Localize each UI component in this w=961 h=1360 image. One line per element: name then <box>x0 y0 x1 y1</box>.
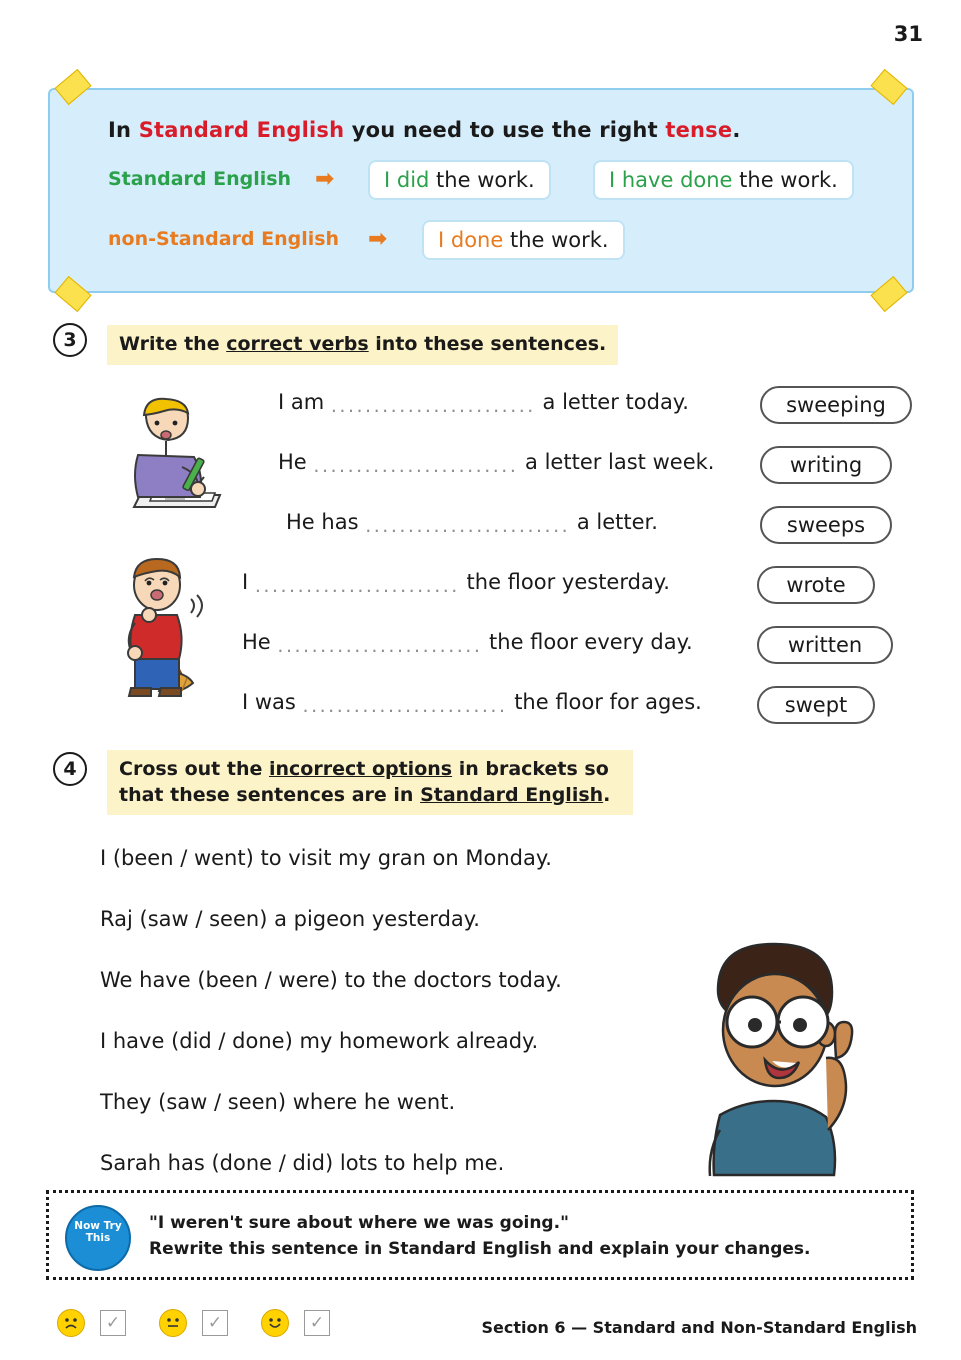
banner-headline <box>108 118 741 142</box>
chip-verb: I did <box>384 168 430 192</box>
now-try-this-badge <box>65 1205 131 1271</box>
tape-icon <box>870 276 907 312</box>
info-banner <box>48 88 914 293</box>
banner-headline-mid: you need to use the right <box>344 118 666 142</box>
word-bank-wrote[interactable]: wrote <box>757 566 875 604</box>
q3-sentence-2-after: a letter last week. <box>525 450 715 474</box>
banner-headline-end: . <box>732 118 741 142</box>
banner-chip-i-have-done <box>593 160 854 200</box>
q3-sentence-1 <box>278 390 689 417</box>
word-bank-sweeps[interactable]: sweeps <box>760 506 892 544</box>
banner-headline-pre: In <box>108 118 139 142</box>
q3-sentence-1-after: a letter today. <box>542 390 689 414</box>
q4-sentence-4[interactable]: I have (did / done) my homework already. <box>100 1029 539 1053</box>
badge-line-2: This <box>85 1232 111 1245</box>
page-number: 31 <box>893 22 923 46</box>
banner-headline-tense: tense <box>665 118 733 142</box>
q4-sentence-1[interactable]: I (been / went) to visit my gran on Monday. <box>100 846 552 870</box>
q4-sentence-6[interactable]: Sarah has (done / did) lots to help me. <box>100 1151 505 1175</box>
chip-rest: the work. <box>503 228 609 252</box>
now-try-this-line-1: "I weren't sure about where we was going." <box>149 1213 569 1233</box>
question-3-number: 3 <box>53 323 87 357</box>
q3-sentence-4-before: I <box>242 570 249 594</box>
banner-row2-label: non-Standard English <box>108 228 340 250</box>
chip-rest: the work. <box>429 168 535 192</box>
badge-line-1: Now Try <box>74 1220 122 1232</box>
q3-answer-blank-3[interactable]: ........................ <box>365 515 571 537</box>
banner-row1-label: Standard English <box>108 168 292 190</box>
q4-instruction-pre: Cross out the <box>119 758 269 780</box>
banner-headline-standard-english: Standard English <box>138 118 345 142</box>
chip-verb: I have done <box>609 168 733 192</box>
q3-sentence-2 <box>278 450 715 477</box>
smiley-neutral-icon <box>159 1309 187 1337</box>
q3-sentence-3 <box>286 510 658 537</box>
word-bank-writing[interactable]: writing <box>760 446 892 484</box>
question-3-instruction <box>107 325 618 365</box>
smiley-sad-icon <box>57 1309 85 1337</box>
now-try-this-box <box>46 1190 914 1280</box>
q3-sentence-2-before: He <box>278 450 307 474</box>
q3-sentence-4 <box>242 570 670 597</box>
tick-box-2[interactable]: ✓ <box>202 1310 228 1336</box>
q4-instruction-line2-post: . <box>603 783 611 806</box>
q3-instruction-post: into these sentences. <box>368 333 607 355</box>
q3-instruction-pre: Write the <box>119 333 227 355</box>
q4-sentence-2[interactable]: Raj (saw / seen) a pigeon yesterday. <box>100 907 480 931</box>
now-try-this-line-2: Rewrite this sentence in Standard English and explain your changes. <box>149 1238 811 1259</box>
arrow-right-icon: ➡ <box>368 226 388 252</box>
q3-sentence-1-before: I am <box>278 390 325 414</box>
q3-sentence-3-after: a letter. <box>576 510 658 534</box>
chip-verb: I done <box>438 228 504 252</box>
boy-writing-illustration <box>120 395 230 510</box>
arrow-right-icon: ➡ <box>315 166 335 192</box>
q3-sentence-4-after: the floor yesterday. <box>466 570 670 594</box>
q3-sentence-6-after: the floor for ages. <box>514 690 702 714</box>
q4-instruction-line2-pre: that these sentences are in <box>119 783 421 806</box>
question-4-instruction <box>107 750 633 815</box>
q3-sentence-5-before: He <box>242 630 271 654</box>
banner-chip-i-done <box>422 220 625 260</box>
chip-rest: the work. <box>732 168 838 192</box>
tape-icon <box>54 276 91 312</box>
banner-chip-i-did <box>368 160 551 200</box>
question-4-number: 4 <box>53 752 87 786</box>
q4-instruction-underlined-1: incorrect options <box>269 758 453 780</box>
boy-pointing-illustration <box>660 930 880 1180</box>
word-bank-sweeping[interactable]: sweeping <box>760 386 912 424</box>
now-try-this-text <box>149 1211 811 1262</box>
tape-icon <box>54 69 91 105</box>
smiley-happy-icon <box>261 1309 289 1337</box>
q3-sentence-5 <box>242 630 693 657</box>
q3-answer-blank-5[interactable]: ........................ <box>277 635 483 657</box>
q4-sentence-5[interactable]: They (saw / seen) where he went. <box>100 1090 456 1114</box>
q3-answer-blank-1[interactable]: ........................ <box>330 395 536 417</box>
q3-instruction-underlined: correct verbs <box>226 333 369 355</box>
q3-sentence-3-before: He has <box>286 510 359 534</box>
q4-instruction-underlined-2: Standard English <box>420 783 604 806</box>
q3-sentence-5-after: the floor every day. <box>489 630 693 654</box>
q3-sentence-6-before: I was <box>242 690 296 714</box>
tick-box-3[interactable]: ✓ <box>304 1310 330 1336</box>
word-bank-swept[interactable]: swept <box>757 686 875 724</box>
q4-sentence-3[interactable]: We have (been / were) to the doctors today. <box>100 968 562 992</box>
tape-icon <box>870 69 907 105</box>
tick-box-1[interactable]: ✓ <box>100 1310 126 1336</box>
man-sweeping-illustration <box>105 553 220 698</box>
q3-sentence-6 <box>242 690 702 717</box>
q3-answer-blank-6[interactable]: ........................ <box>302 695 508 717</box>
q3-answer-blank-2[interactable]: ........................ <box>313 455 519 477</box>
footer-section-label: Section 6 — Standard and Non-Standard English <box>481 1318 917 1337</box>
word-bank-written[interactable]: written <box>757 626 893 664</box>
q4-instruction-mid: in brackets so <box>452 758 609 780</box>
q3-answer-blank-4[interactable]: ........................ <box>254 575 460 597</box>
